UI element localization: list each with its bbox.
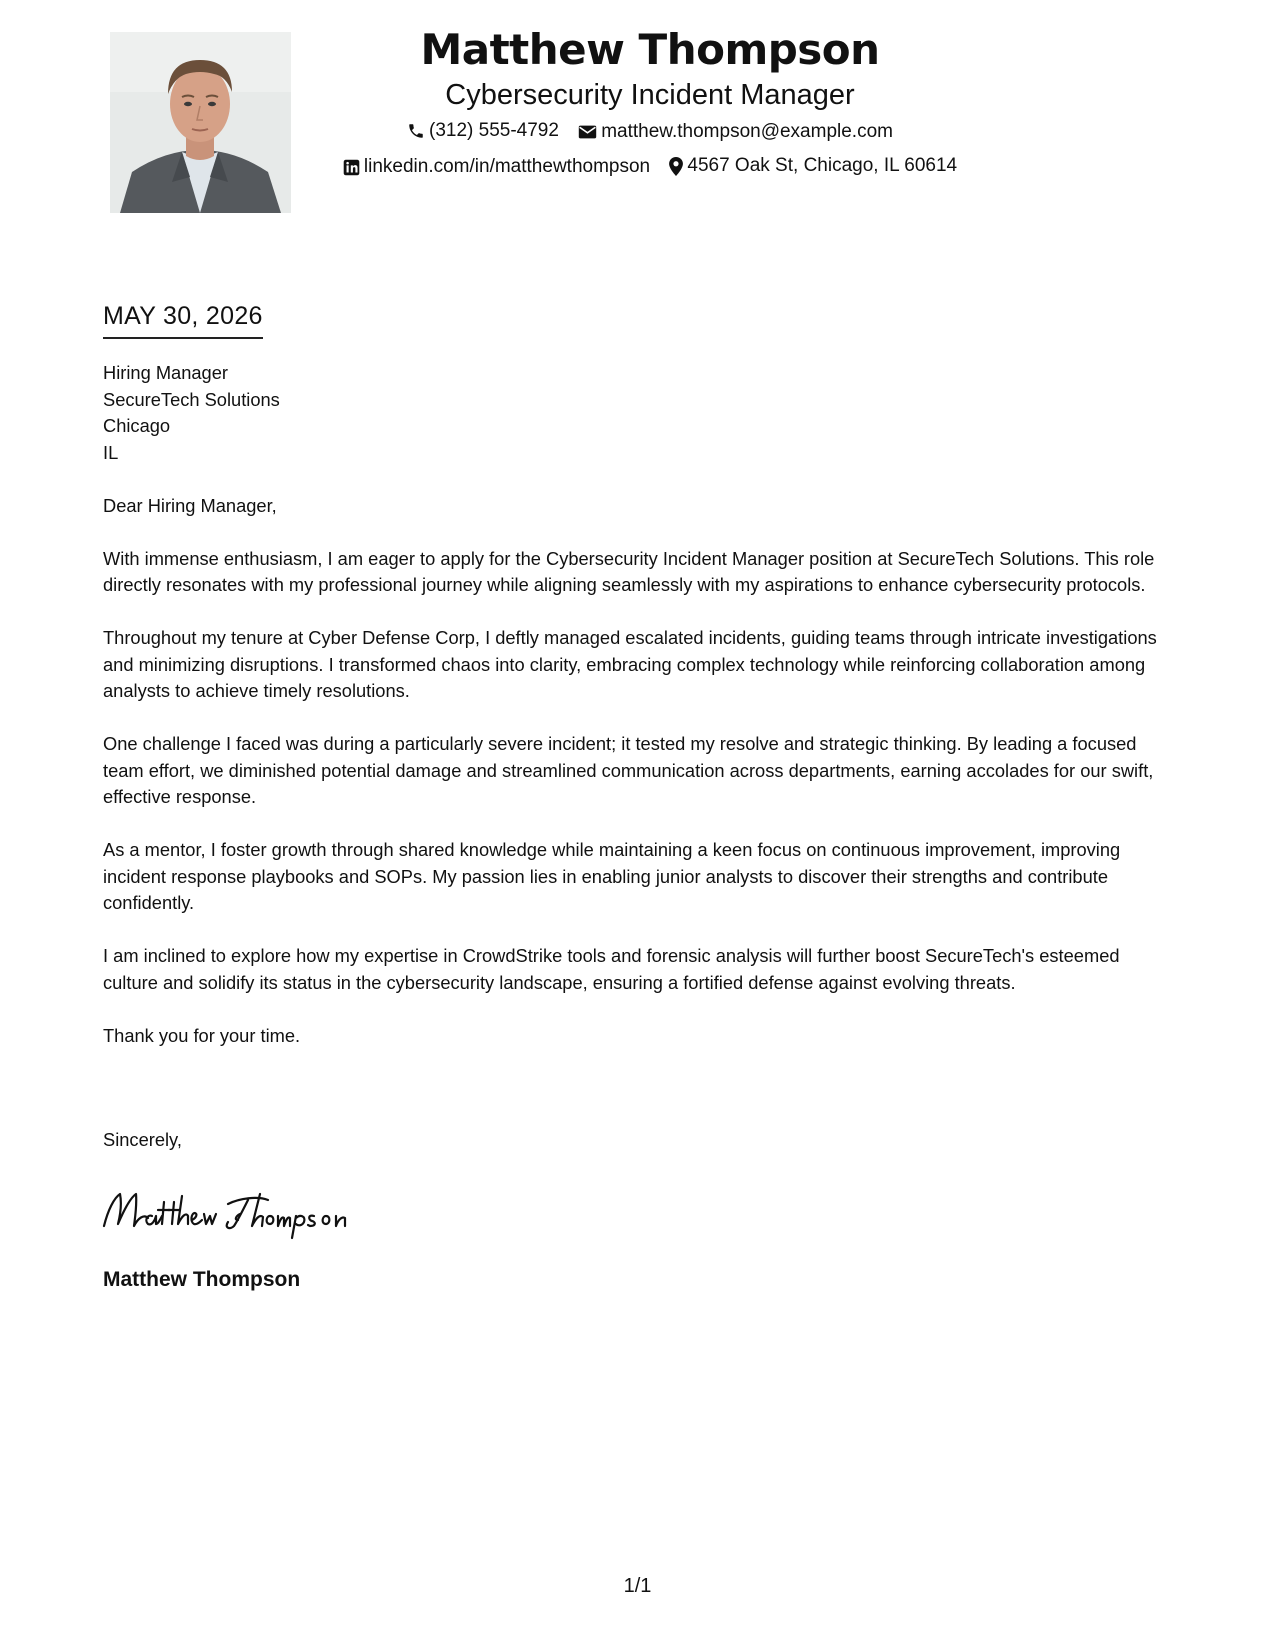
- recipient-line: Chicago: [103, 415, 171, 436]
- contact-email[interactable]: [578, 120, 893, 144]
- signer-name: Matthew Thompson: [103, 1268, 301, 1291]
- letter-date: MAY 30, 2026: [103, 300, 263, 339]
- recipient-line: SecureTech Solutions: [103, 388, 280, 410]
- email-text: matthew.thompson@example.com: [601, 121, 893, 142]
- applicant-name: Matthew Thompson: [420, 25, 880, 74]
- closing: Sincerely,: [103, 1129, 182, 1150]
- recipient-line: Hiring Manager: [103, 362, 228, 383]
- phone-text: (312) 555-4792: [429, 120, 559, 141]
- contact-row-2: [300, 154, 1000, 183]
- body-paragraph: As a mentor, I foster growth through shared knowledge while maintaining a keen focus on continuous improvement, improving incident response playbooks and SOPs. My passion lies in enabling junior analysts to discover their strengths and contribute confidently.: [103, 839, 1121, 913]
- map-marker-icon: [669, 157, 683, 176]
- body-paragraph: Throughout my tenure at Cyber Defense Corp, I deftly managed escalated incidents, guiding teams through intricate investigations and minimizing disruptions. I transformed chaos into clarity, embracing complex technology while reinforcing collaboration among analysts to achieve timely resolutions.: [103, 627, 1157, 701]
- letter-header: [300, 22, 1000, 183]
- handwritten-signature: [100, 1180, 365, 1240]
- body-paragraph: I am inclined to explore how my expertise in CrowdStrike tools and forensic analysis will further boost SecureTech's esteemed culture and solidify its status in the cybersecurity landscape, ensuring a fortified defense against evolving threats.: [103, 945, 1120, 993]
- date-block: [103, 300, 263, 339]
- applicant-job-title: Cybersecurity Incident Manager: [445, 79, 855, 111]
- letter-body: [103, 360, 1178, 1076]
- linkedin-text: linkedin.com/in/matthewthompson: [363, 156, 651, 177]
- envelope-icon: [578, 124, 597, 140]
- contact-linkedin[interactable]: [343, 155, 650, 179]
- contact-phone[interactable]: [407, 119, 559, 143]
- contact-row-1: [300, 119, 1000, 147]
- body-paragraph: One challenge I faced was during a particularly severe incident; it tested my resolve and strategic thinking. By leading a focused team effort, we diminished potential damage and streamlined communication across departments, earning accolades for our swift, effective response.: [103, 733, 1154, 807]
- body-paragraph: With immense enthusiasm, I am eager to apply for the Cybersecurity Incident Manager position at SecureTech Solutions. This role directly resonates with my professional journey while aligning seamlessly with my aspirations to enhance cybersecurity protocols.: [103, 547, 1155, 595]
- phone-icon: [407, 122, 425, 140]
- contact-address: [669, 154, 957, 178]
- salutation: Dear Hiring Manager,: [103, 494, 277, 516]
- recipient-block: [103, 360, 1178, 466]
- page-number: 1/1: [623, 1575, 652, 1597]
- thank-you-line: Thank you for your time.: [103, 1024, 301, 1046]
- address-text: 4567 Oak St, Chicago, IL 60614: [687, 155, 958, 176]
- linkedin-icon: [343, 159, 360, 176]
- recipient-line: IL: [103, 441, 119, 463]
- profile-photo: [110, 32, 291, 213]
